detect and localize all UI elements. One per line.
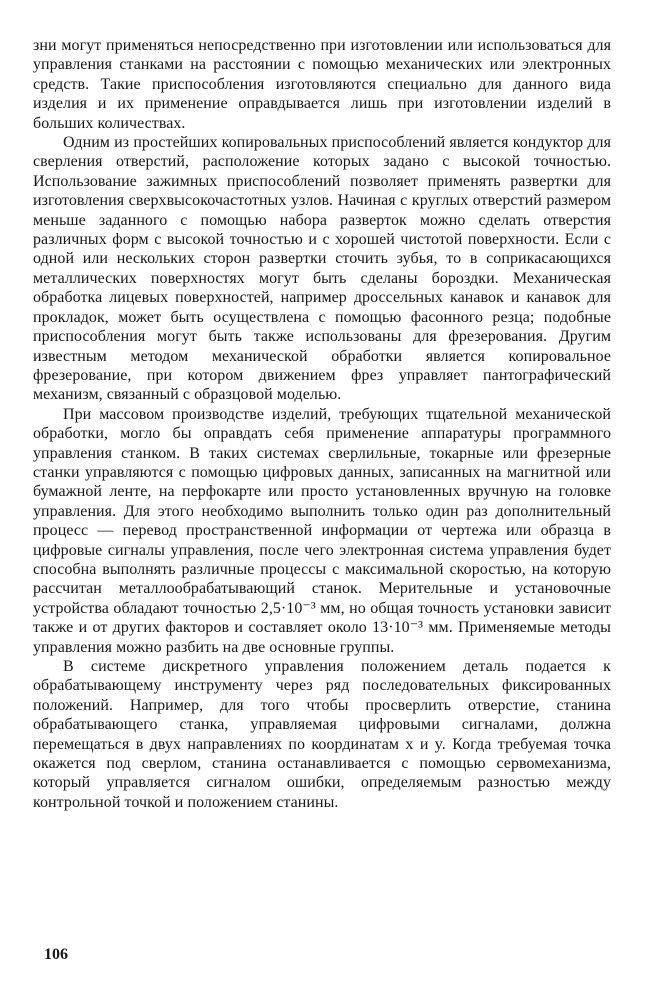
paragraph-continued: зни могут применяться непосредственно при изготовлении или использоваться для управления станками на расстоянии с помощью механических или электронных средств. Такие приспособления изготовляются специально для данного вида изделия и их применение оправдывается лишь при изготовлении изделий в больших количествах.	[33, 37, 611, 132]
paragraph-program-control: При массовом производстве изделий, требующих тщательной механической обработки, могло бы оправдать себя применение аппаратуры программного управления станком. В таких системах сверлильные, токарные или фрезерные станки управляются с помощью цифровых данных, записанных на магнитной или бумажной ленте, на перфокарте или просто установленных вручную на головке управления. Для этого необходимо выполнить только один раз дополнительный процесс — перевод пространственной информации от чертежа или образца в цифровые сигналы управления, после чего электронная система управления будет способна выполнять различные процессы с максимальной скоростью, на которую рассчитан металлообрабатывающий станок. Мерительные и установочные устройства обладают точностью 2,5·10⁻³ мм, но общая точность установки зависит также и от других факторов и составляет около 13·10⁻³ мм. Применяемые методы управления можно разбить на две основные группы.	[33, 405, 611, 656]
page-body	[33, 36, 611, 812]
page-number: 106	[44, 946, 68, 963]
paragraph-discrete-control: В системе дискретного управления положением деталь подается к обрабатывающему инструменту через ряд последовательных фиксированных положений. Например, для того чтобы просверлить отверстие, станина обрабатывающего станка, управляемая цифровыми сигналами, должна перемещаться в двух направлениях по координатам x и y. Когда требуемая точка окажется под сверлом, станина останавливается с помощью сервомеханизма, который управляется сигналом ошибки, определяемым разностью между контрольной точкой и положением станины.	[33, 658, 611, 811]
paragraph-copying-fixtures: Одним из простейших копировальных приспособлений является кондуктор для сверления отверстий, расположение которых задано с высокой точностью. Использование зажимных приспособлений позволяет применять развертки для изготовления сверхвысокочастотных узлов. Начиная с круглых отверстий размером меньше заданного с помощью набора разверток можно сделать отверстия различных форм с высокой точностью и с хорошей чистотой поверхности. Если с одной или нескольких сторон развертки сточить зубья, то в соприкасающихся металлических поверхностях могут быть сделаны бороздки. Механическая обработка лицевых поверхностей, например дроссельных канавок и канавок для прокладок, может быть осуществлена с помощью фасонного резца; подобные приспособления могут быть также использованы для фрезерования. Другим известным методом механической обработки является копировальное фрезерование, при котором движением фрез управляет пантографический механизм, связанный с образцовой моделью.	[33, 134, 611, 404]
